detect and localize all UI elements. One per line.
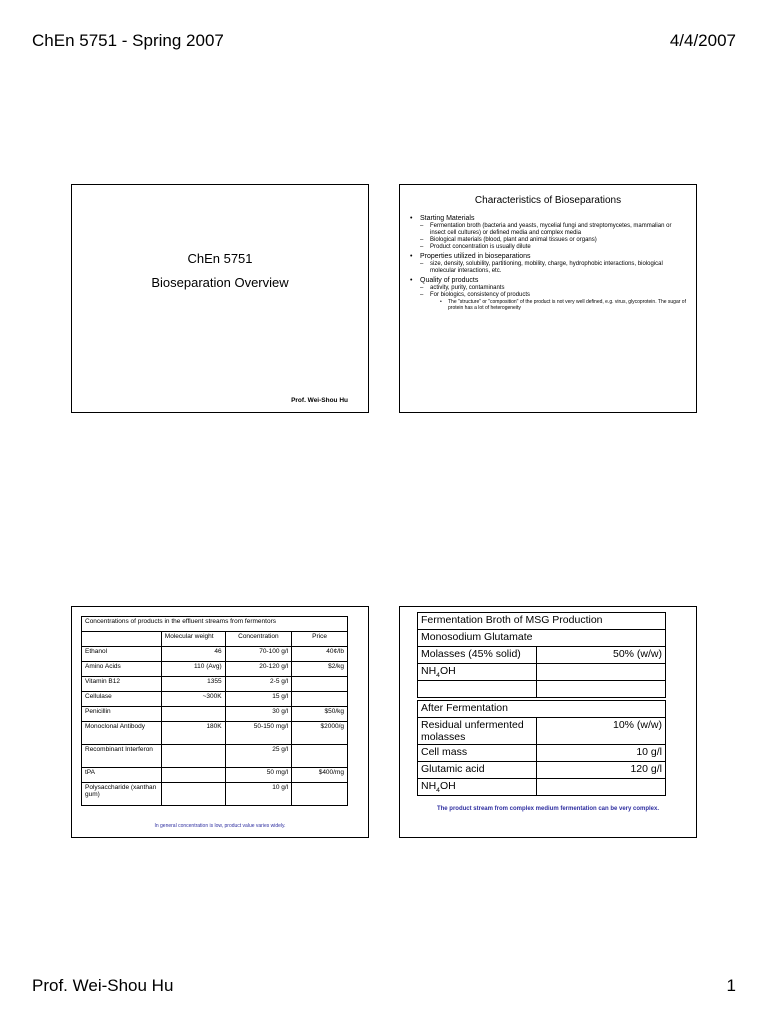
table-row: Penicillin 30 g/l $50/kg [82,707,348,722]
footer-author: Prof. Wei-Shou Hu [32,976,174,995]
table-row: Polysaccharide (xanthan gum) 10 g/l [82,783,348,806]
table-row: Amino Acids 110 (Avg) 20-120 g/l $2/kg [82,662,348,677]
table-header-row [82,632,348,647]
slide-author: Prof. Wei-Shou Hu [291,397,348,404]
col-header: Molecular weight [161,632,225,647]
table-row: $NH_4OH$ [418,664,666,681]
date-header: 4/4/2007 [669,31,736,50]
bullet-list [410,213,688,311]
slide-characteristics [399,184,697,413]
bullet: • Starting Materials [410,215,688,223]
table-row: Glutamic acid 120 g/l [418,762,666,779]
table-row: Ethanol 46 70-100 g/l 40¢/lb [82,647,348,662]
col-header: Price [292,632,348,647]
slide-concentrations [71,606,369,838]
sub-bullet: – size, density, solubility, partitioning, mobility, charge, hydrophobic interactions, biological molecular interactions, etc. [410,261,688,275]
table-caption: Concentrations of products in the effluent streams from fermentors [82,617,348,632]
after-fermentation-heading: After Fermentation [418,701,666,718]
table-row: Residual unfermented molasses 10% (w/w) [418,718,666,745]
table-row: Cellulase ~300K 15 g/l [82,692,348,707]
table-row: Recombinant Interferon 25 g/l [82,745,348,768]
bullet: • Quality of products [410,277,688,285]
table-row [418,681,666,698]
col-header: Concentration [225,632,292,647]
table-row: Molasses (45% solid) 50% (w/w) [418,647,666,664]
sub-bullet: – Biological materials (blood, plant and animal tissues or organs) [410,237,688,244]
sub-bullet: – Fermentation broth (bacteria and yeasts, mycelial fungi and streptomycetes, mammalian or insect cell cultures) or defined media and complex media [410,223,688,237]
table-row: $NH_4OH$ [418,779,666,796]
slide-title-line1: ChEn 5751 [187,251,253,266]
slide-title-line2: Bioseparation Overview [151,275,289,290]
sub-sub-bullet: • The "structure" or "composition" of the product is not very well defined, e.g. virus, glycoprotein. The sugar of protein has a lot of heterogeneity [410,299,688,311]
table-row: Monoclonal Antibody 180K 50-150 mg/l $2000/g [82,722,348,745]
slide-msg-broth [399,606,697,838]
table-subtitle: Monosodium Glutamate [418,630,666,647]
sub-bullet: – For biologics, consistency of products [410,292,688,299]
concentration-table [81,616,348,806]
slide-note: The product stream from complex medium fermentation can be very complex. [436,806,660,812]
page-number: 1 [726,976,736,995]
course-header: ChEn 5751 - Spring 2007 [32,31,224,50]
sub-bullet: – Product concentration is usually dilute [410,244,688,251]
sub-bullet: – activity, purity, contaminants [410,285,688,292]
slide-heading: Characteristics of Bioseparations [474,195,622,206]
slide-title [71,184,369,413]
slide-note: In general concentration is low, product value varies widely. [154,823,286,829]
bullet: • Properties utilized in bioseparations [410,253,688,261]
table-row: Vitamin B12 1355 2-5 g/l [82,677,348,692]
table-row: tPA 50 mg/l $400/mg [82,768,348,783]
table-title: Fermentation Broth of MSG Production [418,613,666,630]
table-row: Cell mass 10 g/l [418,745,666,762]
msg-table [417,612,666,796]
